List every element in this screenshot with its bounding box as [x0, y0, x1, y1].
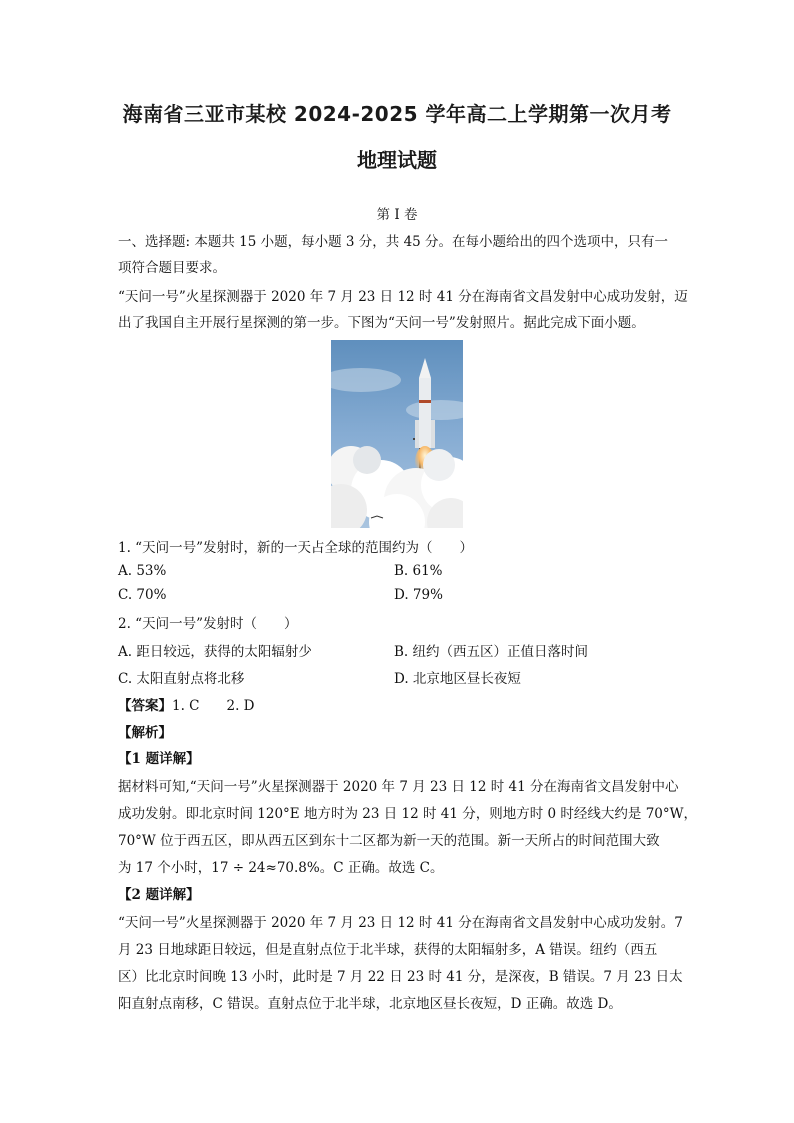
detail-1-line-4: 为 17 个小时，17 ÷ 24≈70.8%。C 正确。故选 C。 — [118, 860, 444, 876]
analysis-label: 【解析】 — [118, 725, 172, 741]
instructions-line-1: 一、选择题: 本题共 15 小题，每小题 3 分，共 45 分。在每小题给出的四个选项中，只有一 — [118, 234, 669, 250]
q1-option-b: B. 61% — [394, 563, 443, 579]
q2-option-a: A. 距日较远，获得的太阳辐射少 — [118, 644, 312, 660]
section-heading: 第 I 卷 — [376, 207, 418, 223]
detail-1-line-2: 成功发射。即北京时间 120°E 地方时为 23 日 12 时 41 分，则地方时 0 时经线大约是 70°W， — [118, 806, 698, 822]
q1-option-d: D. 79% — [394, 587, 443, 603]
exam-title: 海南省三亚市某校 2024-2025 学年高二上学期第一次月考 — [122, 102, 672, 126]
detail-2-label: 【2 题详解】 — [118, 887, 200, 903]
question-1-text: 1. “天问一号”发射时，新的一天占全球的范围约为（ ） — [118, 540, 473, 556]
stem-line-1: “天问一号”火星探测器于 2020 年 7 月 23 日 12 时 41 分在海南省文昌发射中心成功发射，迈 — [118, 289, 688, 305]
detail-1-label: 【1 题详解】 — [118, 751, 200, 767]
stem-line-2: 出了我国自主开展行星探测的第一步。下图为“天问一号”发射照片。据此完成下面小题。 — [118, 315, 645, 331]
q1-option-a: A. 53% — [118, 563, 167, 579]
q2-option-d: D. 北京地区昼长夜短 — [394, 671, 521, 687]
q1-option-c: C. 70% — [118, 587, 167, 603]
exam-subject: 地理试题 — [357, 148, 437, 172]
detail-1-line-1: 据材料可知,“天问一号”火星探测器于 2020 年 7 月 23 日 12 时 41 分在海南省文昌发射中心 — [118, 779, 679, 795]
rocket-launch-photo — [331, 340, 463, 528]
detail-2-line-2: 月 23 日地球距日较远，但是直射点位于北半球，获得的太阳辐射多，A 错误。纽约（西五 — [118, 942, 658, 958]
q2-option-c: C. 太阳直射点将北移 — [118, 671, 245, 687]
answer-line — [118, 694, 255, 714]
answer-label: 【答案】 — [118, 698, 172, 714]
detail-1-line-3: 70°W 位于西五区，即从西五区到东十二区都为新一天的范围。新一天所占的时间范围大致 — [118, 833, 660, 849]
q2-option-b: B. 纽约（西五区）正值日落时间 — [394, 644, 589, 660]
detail-2-line-3: 区）比北京时间晚 13 小时，此时是 7 月 22 日 23 时 41 分，是深夜，B 错误。7 月 23 日太 — [118, 969, 683, 985]
detail-2-line-1: “天问一号”火星探测器于 2020 年 7 月 23 日 12 时 41 分在海南省文昌发射中心成功发射。7 — [118, 915, 683, 931]
answer-text: 1. C 2. D — [172, 698, 255, 714]
instructions-line-2: 项符合题目要求。 — [118, 260, 226, 276]
question-2-text: 2. “天问一号”发射时（ ） — [118, 616, 298, 632]
detail-2-line-4: 阳直射点南移，C 错误。直射点位于北半球，北京地区昼长夜短，D 正确。故选 D。 — [118, 996, 622, 1012]
